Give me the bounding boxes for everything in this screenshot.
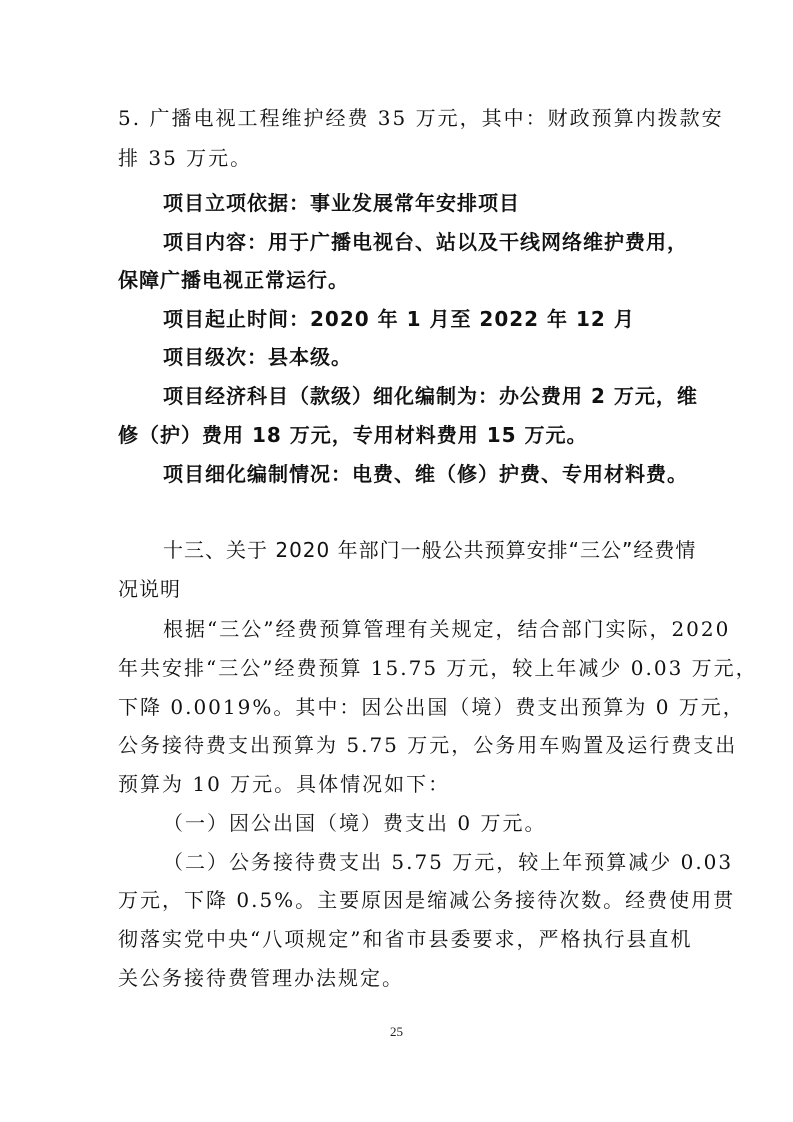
project-basis: 项目立项依据：事业发展常年安排项目 [163,191,520,215]
section13-para1-line-3: 下降 0.0019%。其中：因公出国（境）费支出预算为 0 万元， [118,695,745,719]
section13-item2-line-4: 关公务接待费管理办法规定。 [118,966,404,990]
section13-item1: （一）因公出国（境）费支出 0 万元。 [163,811,547,835]
section13-para1-line-5: 预算为 10 万元。具体情况如下： [118,772,451,796]
section13-item2-line-1: （二）公务接待费支出 5.75 万元，较上年预算减少 0.03 [163,850,734,874]
section13-item2-line-3: 彻落实党中央“八项规定”和省市县委要求，严格执行县直机 [118,927,693,951]
project-economic-line-2: 修（护）费用 18 万元，专用材料费用 15 万元。 [118,423,588,447]
section13-item2-line-2: 万元，下降 0.5%。主要原因是缩减公务接待次数。经费使用贯 [118,888,736,912]
project-economic-line-1: 项目经济科目（款级）细化编制为：办公费用 2 万元，维 [163,384,698,408]
section13-para1-line-1: 根据“三公”经费预算管理有关规定，结合部门实际，2020 [163,617,731,641]
project-detail: 项目细化编制情况：电费、维（修）护费、专用材料费。 [163,462,688,486]
page-number: 25 [390,1024,403,1039]
project-level: 项目级次：县本级。 [163,345,352,369]
section13-para1-line-2: 年共安排“三公”经费预算 15.75 万元，较上年减少 0.03 万元， [118,656,758,680]
section13-heading-line-1: 十三、关于 2020 年部门一般公共预算安排“三公”经费情 [163,538,697,562]
item5-line-2: 排 35 万元。 [118,146,253,170]
section13-heading-line-2: 况说明 [118,577,181,601]
project-period: 项目起止时间：2020 年 1 月至 2022 年 12 月 [163,307,635,331]
project-content-line-2: 保障广播电视正常运行。 [118,268,349,292]
project-content-line-1: 项目内容：用于广播电视台、站以及干线网络维护费用， [163,230,688,254]
section13-para1-line-4: 公务接待费支出预算为 5.75 万元，公务用车购置及运行费支出 [118,733,738,757]
item5-line-1: 5. 广播电视工程维护经费 35 万元，其中：财政预算内拨款安 [118,106,724,130]
